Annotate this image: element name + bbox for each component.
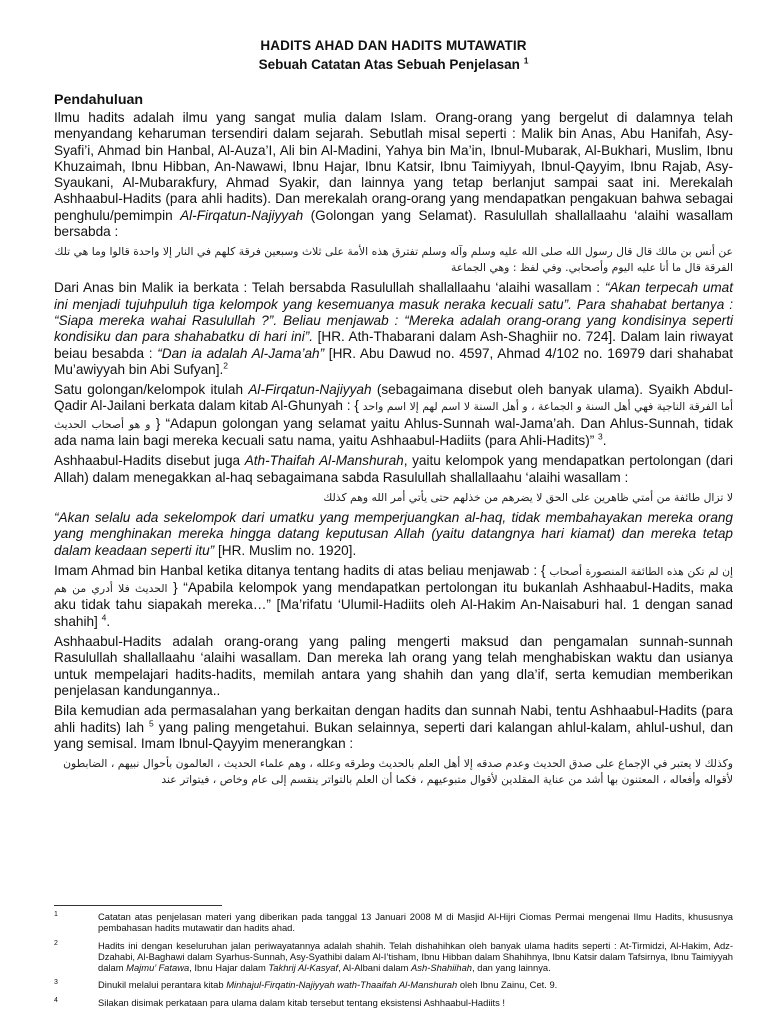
paragraph-anas [54, 280, 733, 378]
p1-end: (Golongan yang Selamat). Rasulullah shallallaahu ‘alaihi wasallam bersabda : [54, 207, 733, 240]
p2-text-b: [HR. Ath-Thabarani dalam Ash-Shaghiir no. 724]. Dalam lain riwayat beiau besabda : [54, 329, 733, 361]
document-subtitle [54, 57, 733, 72]
paragraph-ashhaab: Ashhaabul-Hadits adalah orang-orang yang paling mengerti maksud dan pengamalan sunnah-sunnah Rasulullah shallallaahu ‘alaihi wasallam. Dan mereka lah orang yang telah menghabiskan waktu dan usianya untuk mempelajari hadits-hadits, memilah antara yang shahih dan yang dla’if, serta kemudian memberikan penjelasan kandungannya.. [54, 634, 733, 698]
footnote-ref-2[interactable]: 2 [223, 360, 228, 371]
footnote-text: Catatan atas penjelasan materi yang diberikan pada tanggal 13 Januari 2008 M di Masjid Al-Hijri Ciomas Permai mengenai Ilmu Hadits, khususnya pembahasan hadits mutawatir dan hadits ahad. [98, 911, 733, 934]
fn3-italic-a: Minhajul-Firqatin-Najiyyah wath-Thaaifah Al-Manshurah [226, 979, 458, 991]
footnote-2 [54, 940, 733, 974]
p3-arabic: أما الفرقة الناجية فهي أهل السنة و الجماعة ، و أهل السنة لا اسم لهم إلا اسم واحد و هو أصحاب الحديث [54, 400, 734, 431]
p2-italic-2: “Dan ia adalah Al-Jama’ah” [157, 345, 325, 361]
arabic-hadith-1: عن أنس بن مالك قال قال رسول الله صلى الله عليه وسلم وآله وسلم تفترق هذه الأمة على ثلاث وسبعين فرقة كلهم في النار إلا واحدة قالوا وما هي تلك الفرقة قال ما أنا عليه اليوم وأصحابي. وفي لفظ : وهي الجماعة [54, 245, 733, 275]
p2-text-c: [HR. Abu Dawud no. 4597, Ahmad 4/102 no. 16979 dari shahabat Mu’awiyyah bin Abi Sufyan]. [54, 345, 734, 377]
footnote-1 [54, 911, 733, 934]
footnote-number: 1 [54, 911, 58, 918]
p4-text-a: Ashhaabul-Hadits disebut juga [54, 453, 241, 469]
footnote-text: Silakan disimak perkataan para ulama dalam kitab tersebut tentang eksistensi Ashhaabul-Hadiits ! [98, 996, 505, 1008]
p8-text-b: yang paling mengetahui. Bukan selainnya, seperti dari kalangan ahlul-kalam, ahlul-ushul, dan yang semisal. Imam Ibnul-Qayyim menerangkan : [54, 719, 733, 751]
fn2-italic-b: Takhrij Al-Kasyaf [268, 962, 339, 974]
fn2-text-d: , dan yang lainnya. [472, 962, 551, 974]
footnote-number: 3 [54, 979, 58, 987]
arabic-quote-3: وكذلك لا يعتبر في الإجماع على صدق الحديث وعدم صدقه إلا أهل العلم بالحديث وطرقه وعلله ، وهم علماء الحديث ، العالمون بأحوال نبيهم ، الضابطون لأقواله وأفعاله ، المعتنون بها أشد من عناية المقلدين لأقوال متبوعيهم ، فكما أن العلم بالتواتر ينقسم إلى عام وخاص ، فيتواتر عند [63, 757, 733, 787]
footnote-ref-3[interactable]: 3 [598, 431, 603, 442]
footnote-text [98, 940, 733, 974]
footnotes [54, 911, 733, 1014]
document-page [54, 38, 733, 792]
paragraph-translation [54, 510, 733, 559]
paragraph-thaifah [54, 453, 733, 486]
p4-italic: Ath-Thaifah Al-Manshurah [244, 453, 404, 469]
fn2-italic-a: Majmu’ Fatawa [126, 962, 190, 974]
section-heading: Pendahuluan [54, 92, 144, 108]
p5-italic: “Akan selalu ada sekelompok dari umatku yang memperjuangkan al-haq, tidak membahayakan mereka orang yang menghinakan mereka hingga datang keputusan Allah (yaitu datangnya hari kiamat) dan mereka tetap dalam keadaan seperti itu” [54, 509, 733, 558]
fn2-text-a: Hadits ini dengan keseluruhan jalan periwayatannya adalah shahih. Telah dishahihkan oleh banyak ulama hadits seperti : At-Tirmidzi, Al-Hakim, Adz-Dzahabi, Al-Baghawi dalam Syarhus-Sunnah, Asy-Syathibi dalam Al-I’tisham, Ibnu Hibban dalam Shahihnya, Ibnu Katsir dalam Tafsirnya, Ibnu Taimiyyah dalam [98, 939, 733, 974]
paragraph-firqah: Satu golongan/kelompok itulah Al-Firqatun-Najiyyah (sebagaimana disebut oleh banyak ulama). Syaikh Abdul-Qadir Al-Jailani berkata dalam kitab Al-Ghunyah : { أما الفرقة الناجية فهي أهل السنة و الجماعة ، و أهل السنة لا اسم لهم إلا اسم واحد و هو أصحاب الحديث } “Adapun golongan yang selamat yaitu Ahlus-Sunnah wal-Jama’ah. Dan Ahlus-Sunnah, tidak ada nama lain bagi mereka kecuali satu nama, yaitu Ashhaabul-Hadiits (para Ahli-Hadits)” $^3$. [54, 382, 734, 449]
p6-text-a: Imam Ahmad bin Hanbal ketika ditanya tentang hadits di atas beliau menjawab : { [54, 562, 546, 578]
p5-text-b: [HR. Muslim no. 1920]. [217, 542, 357, 558]
paragraph-qayyim [54, 703, 733, 752]
p3-text-b: (sebagaimana disebut oleh banyak ulama). Syaikh Abdul-Qadir Al-Jailani berkata dalam kitab Al-Ghunyah : { [54, 382, 734, 414]
p3-italic: Al-Firqatun-Najiyyah [248, 382, 372, 398]
fn3-text-b: oleh Ibnu Zainu, Cet. 9. [459, 979, 558, 991]
footnote-ref-1[interactable]: 1 [523, 55, 529, 66]
fn2-text-b: , Ibnu Hajar dalam [189, 962, 266, 974]
p1-italic: Al-Firqatun-Najiyyah [180, 207, 304, 223]
fn2-text-c: , Al-Albani dalam [338, 962, 409, 974]
p1-text: Ilmu hadits adalah ilmu yang sangat mulia dalam Islam. Orang-orang yang bergelut di dalamnya telah menyandang keharuman tersendiri dalam sejarah. Sebutlah misal seperti : Malik bin Anas, Abu Hanifah, Asy-Syafi’i, Ahmad bin Hanbal, Al-Auza’I, Ali bin Al-Madini, Yahya bin Ma’in, Ibnul-Mubarak, Al-Bukhari, Muslim, Ibnu Khuzaimah, Ibnu Hibban, An-Nawawi, Ibnu Hajar, Ibnu Katsir, Ibnu Taimiyyah, Ibnul-Qayyim, Ibnu Rajab, Asy-Syaukani, Al-Mubarakfury, Ahmad Syakir, dan lainnya yang tetap berlanjut sampai saat ini. Merekalah Ashhaabul-Hadits (para ahli hadits). Dan merekalah orang-orang yang mendapatkan pengakuan bahwa sebagai penghulu/pemimpin [54, 110, 733, 223]
p2-italic: “Akan terpecah umat ini menjadi tujuhpuluh tiga kelompok yang kesemuanya masuk neraka kecuali satu”. Para shahabat bertanya : “Siapa mereka wahai Rasulullah ?”. Beliau menjawab : “Mereka adalah orang-orang yang kondisinya seperti kondisiku dan para shahabatku di hari ini”. [54, 280, 733, 345]
p3-text-a: Satu golongan/kelompok itulah [54, 382, 244, 398]
footnote-3 [54, 979, 733, 990]
paragraph-intro [54, 110, 733, 240]
footnote-ref-5[interactable]: 5 [149, 717, 154, 728]
footnote-text [98, 979, 733, 990]
p3-text-c: } “Adapun golongan yang selamat yaitu Ahlus-Sunnah wal-Jama’ah. Dan Ahlus-Sunnah, tidak ada nama lain bagi mereka kecuali satu nama, yaitu Ashhaabul-Hadiits (para Ahli-Hadits)” [54, 415, 733, 449]
footnote-divider [54, 905, 222, 906]
arabic-hadith-2: لا تزال طائفة من أمتي ظاهرين على الحق لا يضرهم من خذلهم حتى يأتي أمر الله وهم كذلك [323, 490, 733, 504]
p6-text-b: } “Apabila kelompok yang mendapatkan pertolongan itu bukanlah Ashhaabul-Hadits, maka aku tidak tahu siapakah mereka…” [Ma’rifatu ‘Ulumil-Hadiits oleh Al-Hakim An-Naisaburi hal. 1 dengan sanad shahih] [54, 580, 733, 629]
fn3-text-a: Dinukil melalui perantara kitab [98, 979, 224, 991]
p6-arabic: إن لم تكن هذه الطائفة المنصورة أصحاب الحديث فلا أدري من هم [54, 564, 733, 596]
subtitle-text: Sebuah Catatan Atas Sebuah Penjelasan [258, 57, 520, 72]
p8-text-a: Bila kemudian ada permasalahan yang berkaitan dengan hadits dan sunnah Nabi, tentu Ashhaabul-Hadits (para ahli hadits) lah [54, 703, 733, 735]
paragraph-ahmad: Imam Ahmad bin Hanbal ketika ditanya tentang hadits di atas beliau menjawab : { إن لم تكن هذه الطائفة المنصورة أصحاب الحديث فلا أدري من هم } “Apabila kelompok yang mendapatkan pertolongan itu bukanlah Ashhaabul-Hadits, maka aku tidak tahu siapakah mereka…” [Ma’rifatu ‘Ulumil-Hadiits oleh Al-Hakim An-Naisaburi hal. 1 dengan sanad shahih] $^4$. [54, 562, 733, 629]
document-title: HADITS AHAD DAN HADITS MUTAWATIR [260, 38, 527, 53]
footnote-number: 2 [54, 939, 58, 947]
footnote-ref-4[interactable]: 4 [101, 612, 107, 623]
footnote-4 [54, 997, 733, 1008]
footnote-number: 4 [54, 996, 58, 1004]
p2-text-a: Dari Anas bin Malik ia berkata : Telah bersabda Rasulullah shallallaahu ‘alaihi wasallam : [54, 280, 601, 296]
p4-text-b: , yaitu kelompok yang mendapatkan pertolongan (dari Allah) dalam menegakkan al-haq sebagaimana sabda Rasulullah shallallaahu ‘alaihi wasallam : [54, 453, 733, 485]
fn2-italic-c: Ash-Shahiihah [411, 962, 473, 974]
